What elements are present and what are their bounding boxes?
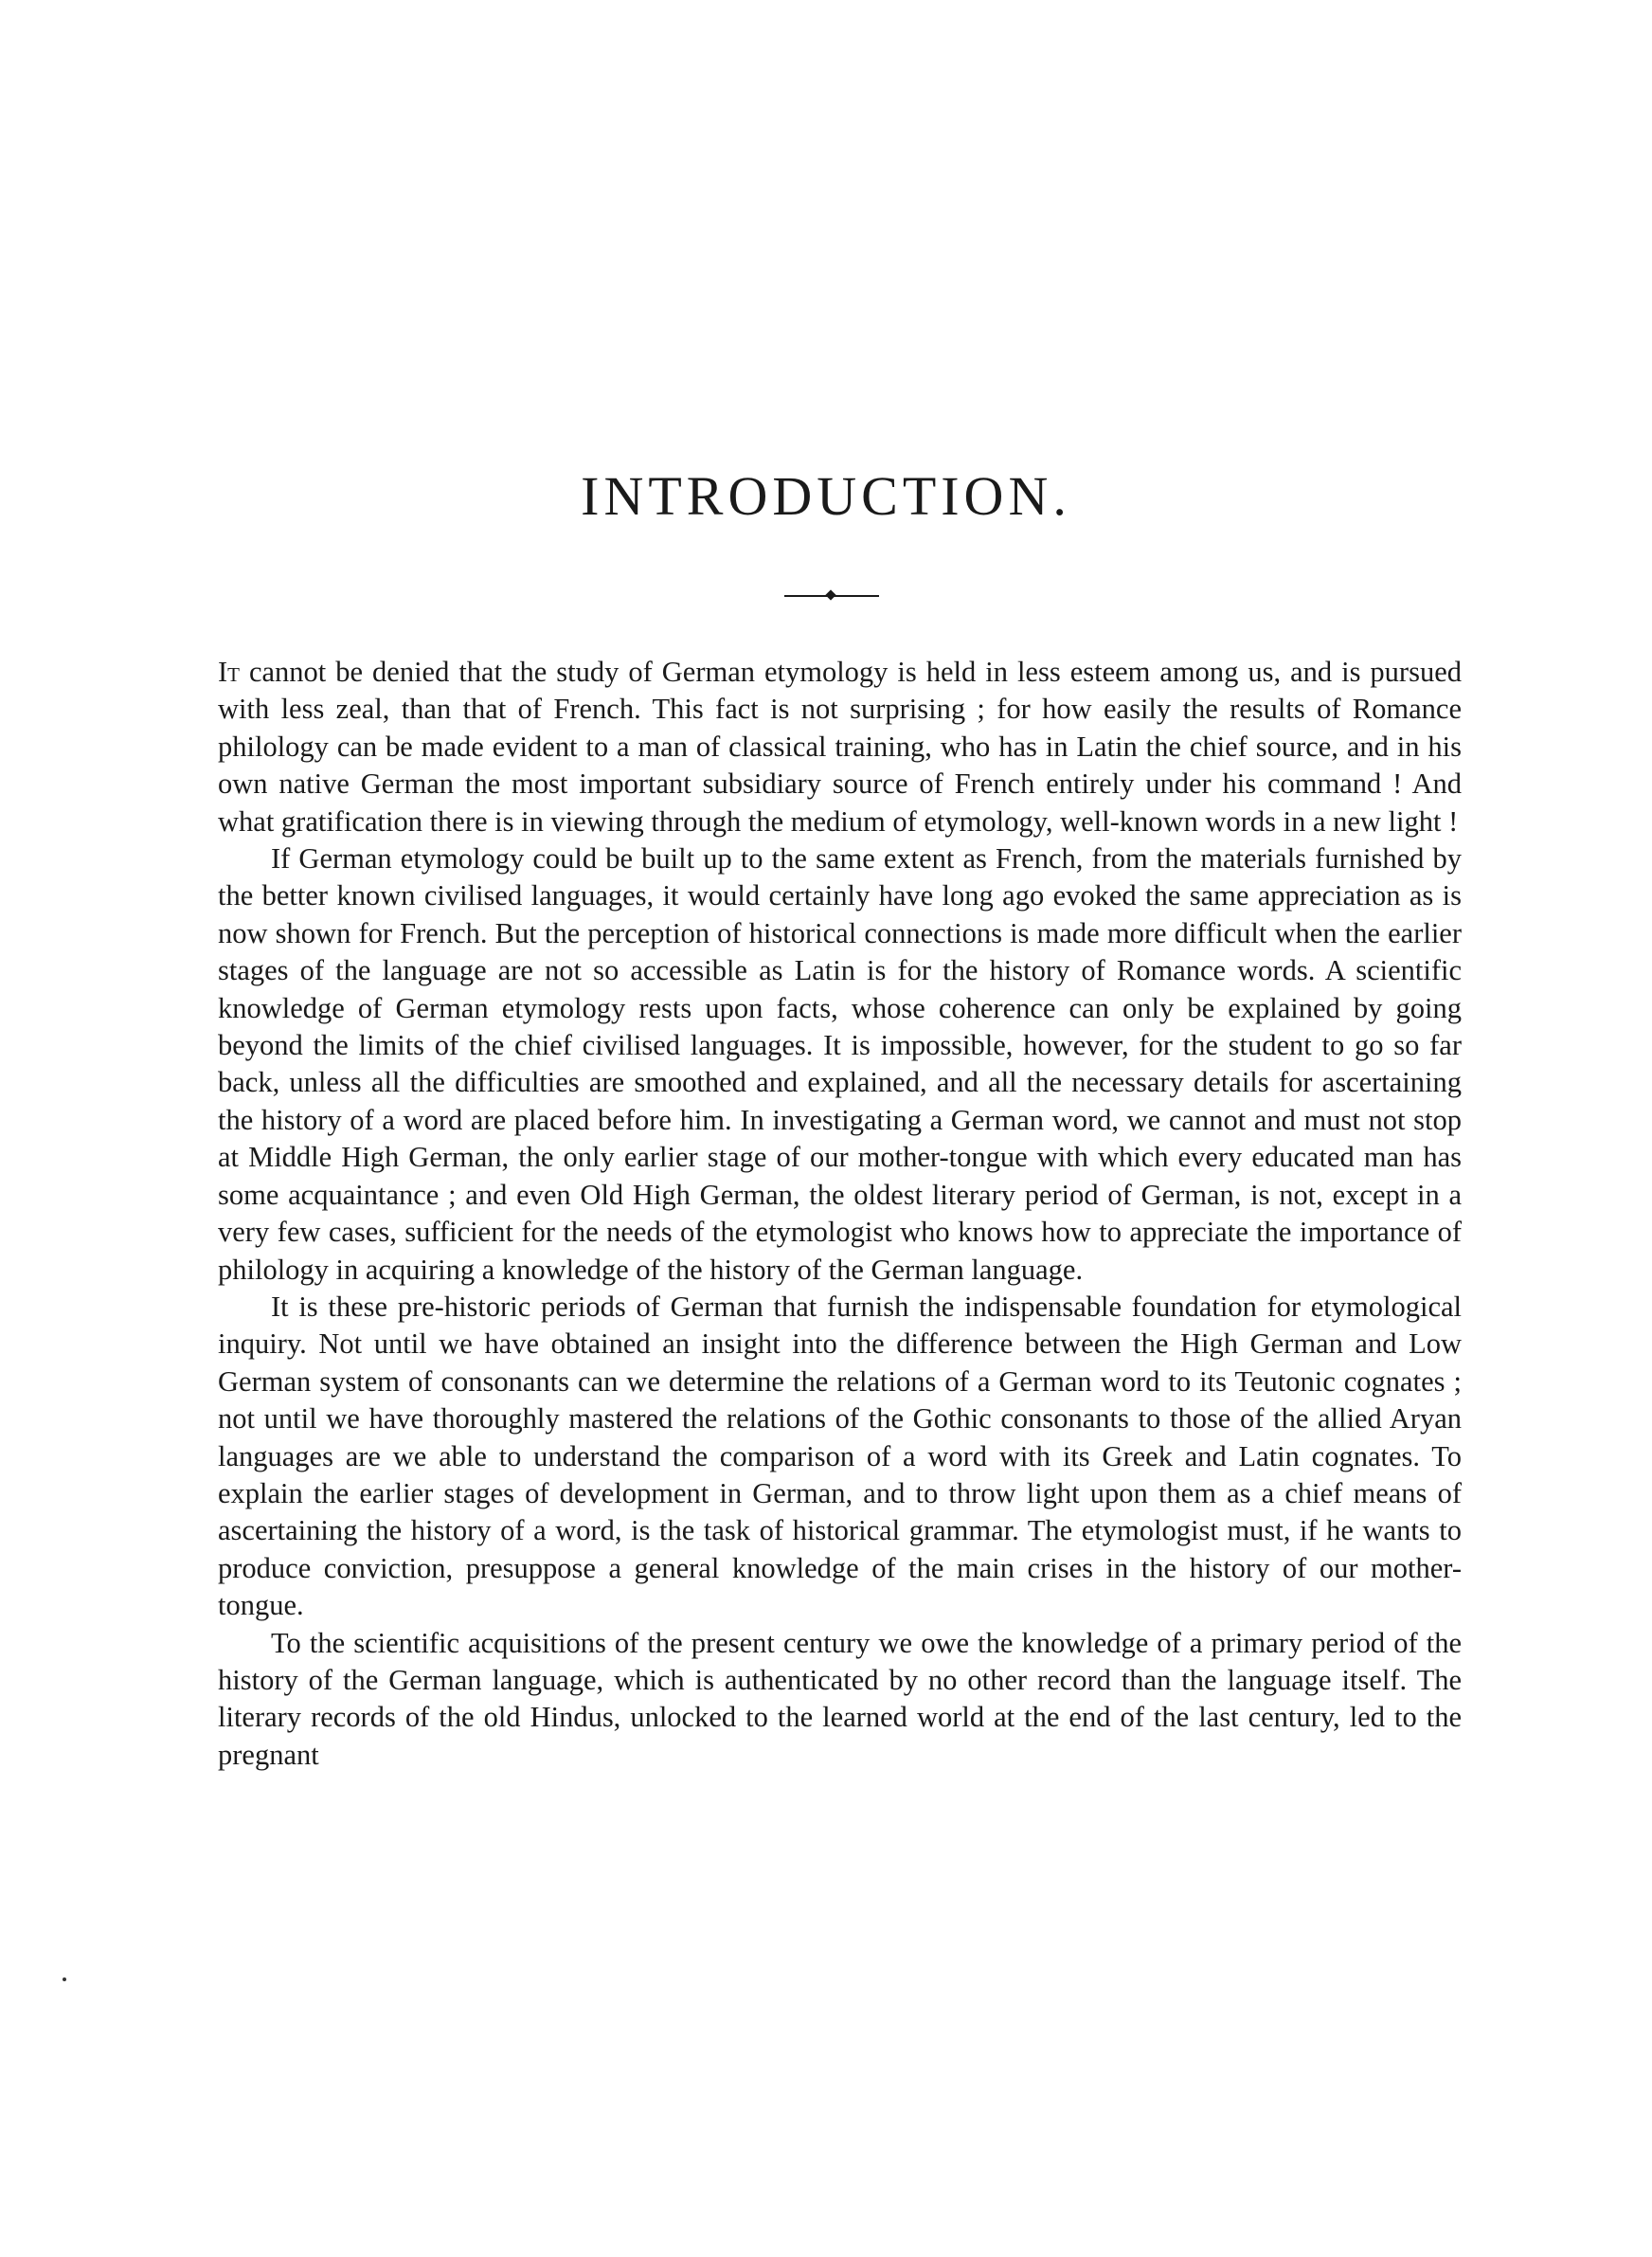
body-text <box>218 654 1462 1774</box>
paragraph-3: It is these pre-historic periods of German that furnish the indispensable foundation for etymological inquiry. Not until we have obtained an insight into the difference between the High German and Low German system of consonants can we determine the relations of a German word to its Teutonic cognates ; not until we have thoroughly mastered the relations of the Gothic consonants to those of the allied Aryan languages are we able to understand the comparison of a word with its Greek and Latin cognates. To explain the earlier stages of development in German, and to throw light upon them as a chief means of ascertaining the history of a word, is the task of historical grammar. The etymologist must, if he wants to produce conviction, presuppose a general knowledge of the main crises in the history of our mother-tongue. <box>218 1290 1462 1622</box>
margin-speck <box>63 1977 66 1981</box>
paragraph-1 <box>218 654 1462 840</box>
paragraph-2: If German etymology could be built up to the same extent as French, from the materials furnished by the better known civilised languages, it would certainly have long ago evoked the same appreciation as is now shown for French. But the perception of historical connections is made more difficult when the earlier stages of the language are not so accessible as Latin is for the history of Romance words. A scientific knowledge of German etymology rests upon facts, whose coherence can only be explained by going beyond the limits of the chief civilised languages. It is impossible, however, for the student to go so far back, unless all the difficulties are smoothed and explained, and all the necessary details for ascertaining the history of a word are placed before him. In investigating a German word, we cannot and must not stop at Middle High German, the only earlier stage of our mother-tongue with which every educated man has some acquaintance ; and even Old High German, the oldest literary period of German, is not, except in a very few cases, sufficient for the needs of the etymologist who knows how to appreciate the importance of philology in acquiring a knowledge of the history of the German language. <box>218 842 1462 1286</box>
diamond-icon <box>825 589 835 600</box>
paragraph-1-lead: It <box>218 656 240 688</box>
page-title: INTRODUCTION. <box>581 465 1071 527</box>
ornamental-rule <box>784 590 879 602</box>
paragraph-4: To the scientific acquisitions of the present century we owe the knowledge of a primary period of the history of the German language, which is authenticated by no other record than the language itself. The literary records of the old Hindus, unlocked to the learned world at the end of the last century, led to the pregnant <box>218 1626 1462 1771</box>
paragraph-1-text: cannot be denied that the study of German etymology is held in less esteem among us, and is pursued with less zeal, than that of French. This fact is not surprising ; for how easily the results of Romance philology can be made evident to a man of classical training, who has in Latin the chief source, and in his own native German the most important subsidiary source of French entirely under his command ! And what gratification there is in viewing through the medium of etymology, well-known words in a new light ! <box>218 656 1462 838</box>
